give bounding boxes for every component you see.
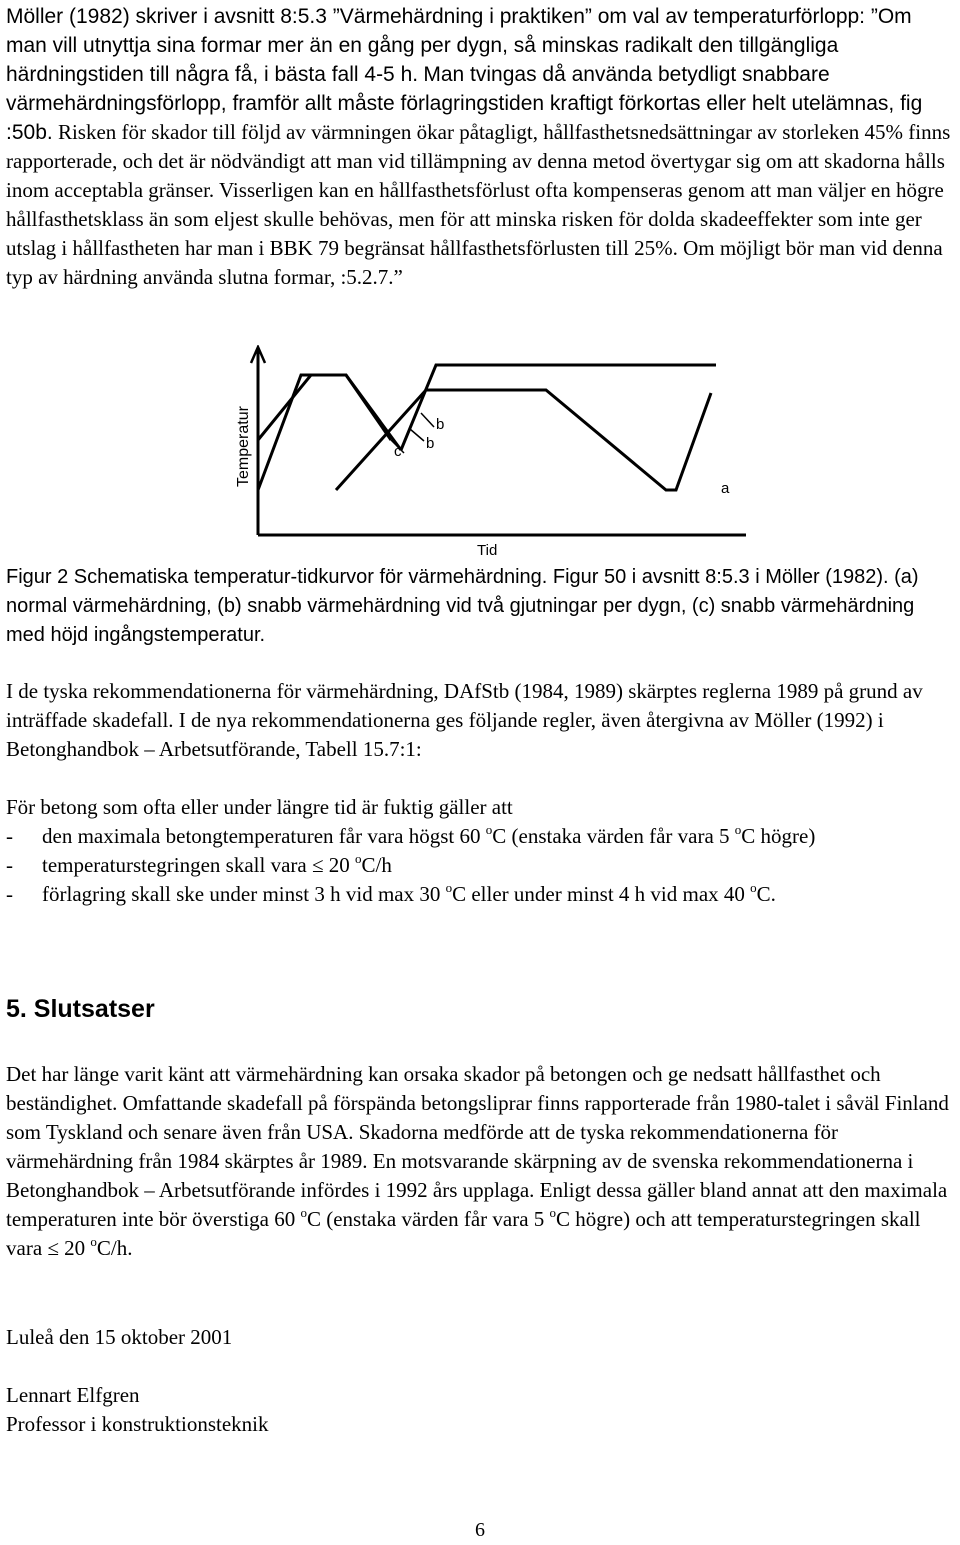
list-dash: - [6, 882, 13, 906]
less-or-equal-symbol: ≤ [47, 1236, 59, 1260]
intro-sentence-4: Visserligen kan en hållfasthetsförlust ofta kompenseras genom att man väljer en högre hållfasthetsklass än som eljest skulle behövas, men för att minska risken för dolda skadeeffekter som inte ger utslag i hållfastheten har man i BBK 79 begränsat hållfasthetsförlusten till 25%. Om möjligt bör man vid denna typ av härdning använda slutna formar, :5.2.7.” [6, 178, 944, 289]
curve-label-b-upper: b [436, 416, 445, 433]
intro-paragraph [6, 2, 956, 292]
curve-label-a: a [721, 480, 730, 497]
intro-sentence-3: Risken för skador till följd av värmningen ökar påtagligt, hållfasthetsnedsättningar av storleken 45% finns rapporterade, och det är nödvändigt att man vid tillämpning av denna metod övertygar sig om att skadorna hålls inom acceptabla gränser. [6, 120, 951, 202]
rule-pre-storage: förlagring skall ske under minst 3 h vid max 30 $^o$C eller under minst 4 h vid max 40 $^o$C. [42, 880, 776, 906]
curve-b-first [258, 375, 401, 490]
rule-temperature-rise: temperaturstegringen skall vara ≤ 20 $^o$C/h [42, 851, 392, 877]
german-recommendations-paragraph: I de tyska rekommendationerna för värmehärdning, DAfStb (1984, 1989) skärptes reglerna 1989 på grund av inträffade skadefall. I de nya rekommendationerna ges följande regler, även återgivna av Möller (1992) i Betonghandbok – Arbetsutförande, Tabell 15.7:1: [6, 679, 923, 761]
author-name: Lennart Elfgren [6, 1383, 140, 1407]
curve-b-second [401, 365, 716, 450]
temperature-time-chart [196, 345, 756, 560]
figure [196, 345, 756, 560]
y-axis-label: Temperatur [235, 406, 252, 487]
rules-list [6, 822, 956, 909]
intro-lead: Möller (1982) skriver i avsnitt 8:5.3 ”Värmehärdning i praktiken” om val av temperaturförlopp: ”Om man vill utnyttja sina formar mer än en gång per dygn, så minskas radikalt den tillgängliga härdningstiden till några få, i bästa fall 4-5 h. [6, 5, 912, 86]
curve-label-c: c [394, 443, 402, 460]
place-date: Luleå den 15 oktober 2001 [6, 1325, 233, 1349]
list-dash: - [6, 853, 13, 877]
author-title: Professor i konstruktionsteknik [6, 1412, 269, 1436]
page-number: 6 [475, 1519, 485, 1541]
curve-label-b-lower: b [426, 435, 435, 452]
list-item [6, 880, 956, 909]
rules-intro: För betong som ofta eller under längre tid är fuktig gäller att [6, 795, 513, 819]
list-item [6, 822, 956, 851]
section-heading: 5. Slutsatser [6, 995, 155, 1023]
less-or-equal-symbol: ≤ [311, 853, 324, 877]
intro-sentence-2: Man tvingas då använda betydligt snabbare värmehärdningsförlopp, framför allt måste förlagringstiden kraftigt förkortas eller helt utelämnas, fig :50b. [6, 63, 923, 144]
x-axis-label: Tid [477, 542, 498, 559]
rule-max-temperature: den maximala betongtemperaturen får vara högst 60 $^o$C (enstaka värden får vara 5 $^o$C högre) [42, 822, 816, 848]
list-dash: - [6, 824, 13, 848]
figure-caption: Figur 2 Schematiska temperatur-tidkurvor för värmehärdning. Figur 50 i avsnitt 8:5.3 i Möller (1982). (a) normal värmehärdning, (b) snabb värmehärdning vid två gjutningar per dygn, (c) snabb värmehärdning med höjd ingångstemperatur. [6, 566, 919, 646]
list-item [6, 851, 956, 880]
conclusion-paragraph: Det har länge varit känt att värmehärdning kan orsaka skador på betongen och ge nedsatt hållfasthet och beständighet. Omfattande skadefall på förspända betongsliprar finns rapporterade från 1980-talet i såväl Finland som Tyskland och senare även från USA. Skadorna medförde att de tyska rekommendationerna för värmehärdning från 1984 skärptes år 1989. En motsvarande skärpning av de svenska rekommendationerna i Betonghandbok – Arbetsutförande infördes i 1992 års upplaga. Enligt dessa gäller bland annat att den maximala temperaturen inte bör överstiga 60 $^o$C (enstaka värden får vara 5 $^o$C högre) och att temperaturstegringen skall vara ≤ 20 $^o$C/h. [6, 1062, 949, 1260]
